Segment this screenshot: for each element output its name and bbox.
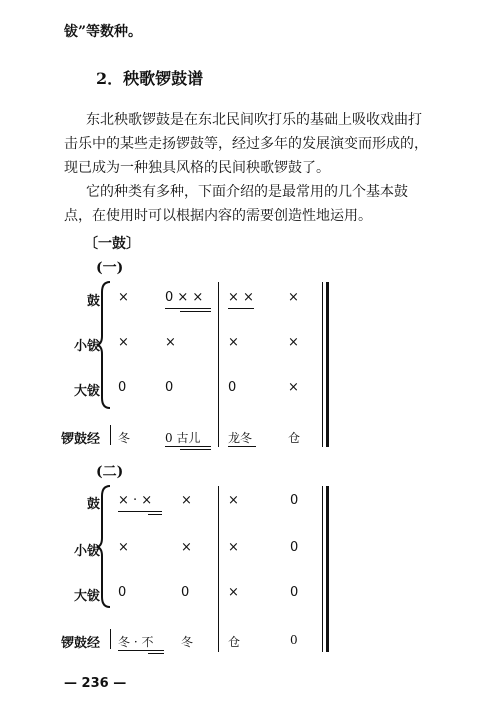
score-2-mnemonic-underline-1b bbox=[148, 653, 164, 654]
score-1-row-mnemonic-label: 锣鼓经 bbox=[60, 432, 100, 447]
score-1-drum-underline-2a bbox=[165, 308, 211, 309]
score-2-big-cymbal-cell-3: × bbox=[228, 585, 239, 600]
score-2-left-bar-mnemonic bbox=[110, 629, 111, 649]
section-heading: 2．秧歌锣鼓谱 bbox=[96, 69, 204, 88]
score-1-row-drum-label: 鼓 bbox=[86, 294, 100, 309]
score-1-end-barline-thin bbox=[322, 282, 323, 447]
score-1-mid-barline bbox=[218, 282, 219, 447]
paragraph1-line1: 东北秧歌锣鼓是在东北民间吹打乐的基础上吸收戏曲打 bbox=[86, 112, 422, 128]
score-2-mnemonic-underline-1a bbox=[118, 650, 164, 651]
score-2-mnemonic-cell-1: 冬 · 不 bbox=[118, 635, 154, 649]
score-2-row-drum-label: 鼓 bbox=[86, 497, 100, 512]
score-2-big-cymbal-cell-4: 0 bbox=[290, 585, 299, 600]
score-1-mnemonic-cell-2: 0 古儿 bbox=[165, 431, 201, 445]
score-2-row-mnemonic-label: 锣鼓经 bbox=[60, 636, 100, 651]
score-1-drum-cell-3: × × bbox=[228, 290, 254, 305]
score-2-row-big-cymbal-label: 大钹 bbox=[73, 589, 100, 604]
score-2-mnemonic-cell-2: 冬 bbox=[181, 635, 194, 649]
score-1-big-cymbal-cell-1: 0 bbox=[118, 380, 127, 395]
score-2-drum-cell-2: × bbox=[181, 493, 192, 508]
score-1-drum-cell-2: 0 × × bbox=[165, 290, 204, 305]
paragraph2-line1: 它的种类有多种，下面介绍的是最常用的几个基本鼓 bbox=[86, 184, 408, 200]
score-2-small-cymbal-cell-4: 0 bbox=[290, 540, 299, 555]
score-2-small-cymbal-cell-2: × bbox=[181, 540, 192, 555]
score-2-mid-barline bbox=[218, 486, 219, 652]
score-2-end-barline-thin bbox=[322, 486, 323, 652]
score-2-drum-cell-1: × · × bbox=[118, 493, 153, 508]
score-2-big-cymbal-cell-2: 0 bbox=[181, 585, 190, 600]
score-1-mnemonic-cell-1: 冬 bbox=[118, 431, 131, 445]
subsection-label: 〔一鼓〕 bbox=[84, 236, 140, 252]
score-1-left-bar-mnemonic bbox=[110, 425, 111, 445]
score-2-drum-cell-4: 0 bbox=[290, 493, 299, 508]
score-2-drum-cell-3: × bbox=[228, 493, 239, 508]
score-2-drum-underline-1a bbox=[118, 511, 162, 512]
score-1-mnemonic-underline-2a bbox=[165, 446, 211, 447]
score-1-small-cymbal-cell-4: × bbox=[288, 335, 299, 350]
score-1-label: (一) bbox=[96, 260, 124, 276]
score-1-big-cymbal-cell-4: × bbox=[288, 380, 299, 395]
score-1-small-cymbal-cell-2: × bbox=[165, 335, 176, 350]
score-1-drum-underline-2b bbox=[180, 311, 211, 312]
top-line: 钹”等数种。 bbox=[64, 24, 143, 40]
score-1-drum-underline-3 bbox=[228, 308, 254, 309]
score-1-big-cymbal-cell-2: 0 bbox=[165, 380, 174, 395]
score-1-end-barline-thick bbox=[326, 282, 329, 447]
score-1-drum-cell-4: × bbox=[288, 290, 299, 305]
score-2-big-cymbal-cell-1: 0 bbox=[118, 585, 127, 600]
score-1-small-cymbal-cell-1: × bbox=[118, 335, 129, 350]
score-2-row-small-cymbal-label: 小钹 bbox=[73, 544, 100, 559]
score-1-mnemonic-underline-2b bbox=[180, 449, 211, 450]
score-1-row-small-cymbal-label: 小钹 bbox=[73, 339, 100, 354]
score-1-mnemonic-underline-3 bbox=[228, 446, 256, 447]
score-2-mnemonic-cell-4: 0 bbox=[290, 633, 298, 647]
score-1-small-cymbal-cell-3: × bbox=[228, 335, 239, 350]
score-2-end-barline-thick bbox=[326, 486, 329, 652]
score-2-small-cymbal-cell-3: × bbox=[228, 540, 239, 555]
paragraph1-line3: 现已成为一种独具风格的民间秧歌锣鼓了。 bbox=[64, 160, 330, 176]
score-1-drum-cell-1: × bbox=[118, 290, 129, 305]
score-1-mnemonic-cell-3: 龙冬 bbox=[228, 431, 253, 445]
score-2-label: (二) bbox=[96, 464, 124, 480]
paragraph1-line2: 击乐中的某些走扬锣鼓等，经过多年的发展演变而形成的， bbox=[64, 136, 428, 152]
page-number: — 236 — bbox=[64, 676, 127, 691]
score-2-mnemonic-cell-3: 仓 bbox=[228, 635, 241, 649]
score-1-mnemonic-cell-4: 仓 bbox=[288, 431, 301, 445]
score-1-row-big-cymbal-label: 大钹 bbox=[73, 384, 100, 399]
score-2-small-cymbal-cell-1: × bbox=[118, 540, 129, 555]
score-1-big-cymbal-cell-3: 0 bbox=[228, 380, 237, 395]
paragraph2-line2: 点，在使用时可以根据内容的需要创造性地运用。 bbox=[64, 208, 372, 224]
score-2-drum-underline-1b bbox=[148, 514, 162, 515]
